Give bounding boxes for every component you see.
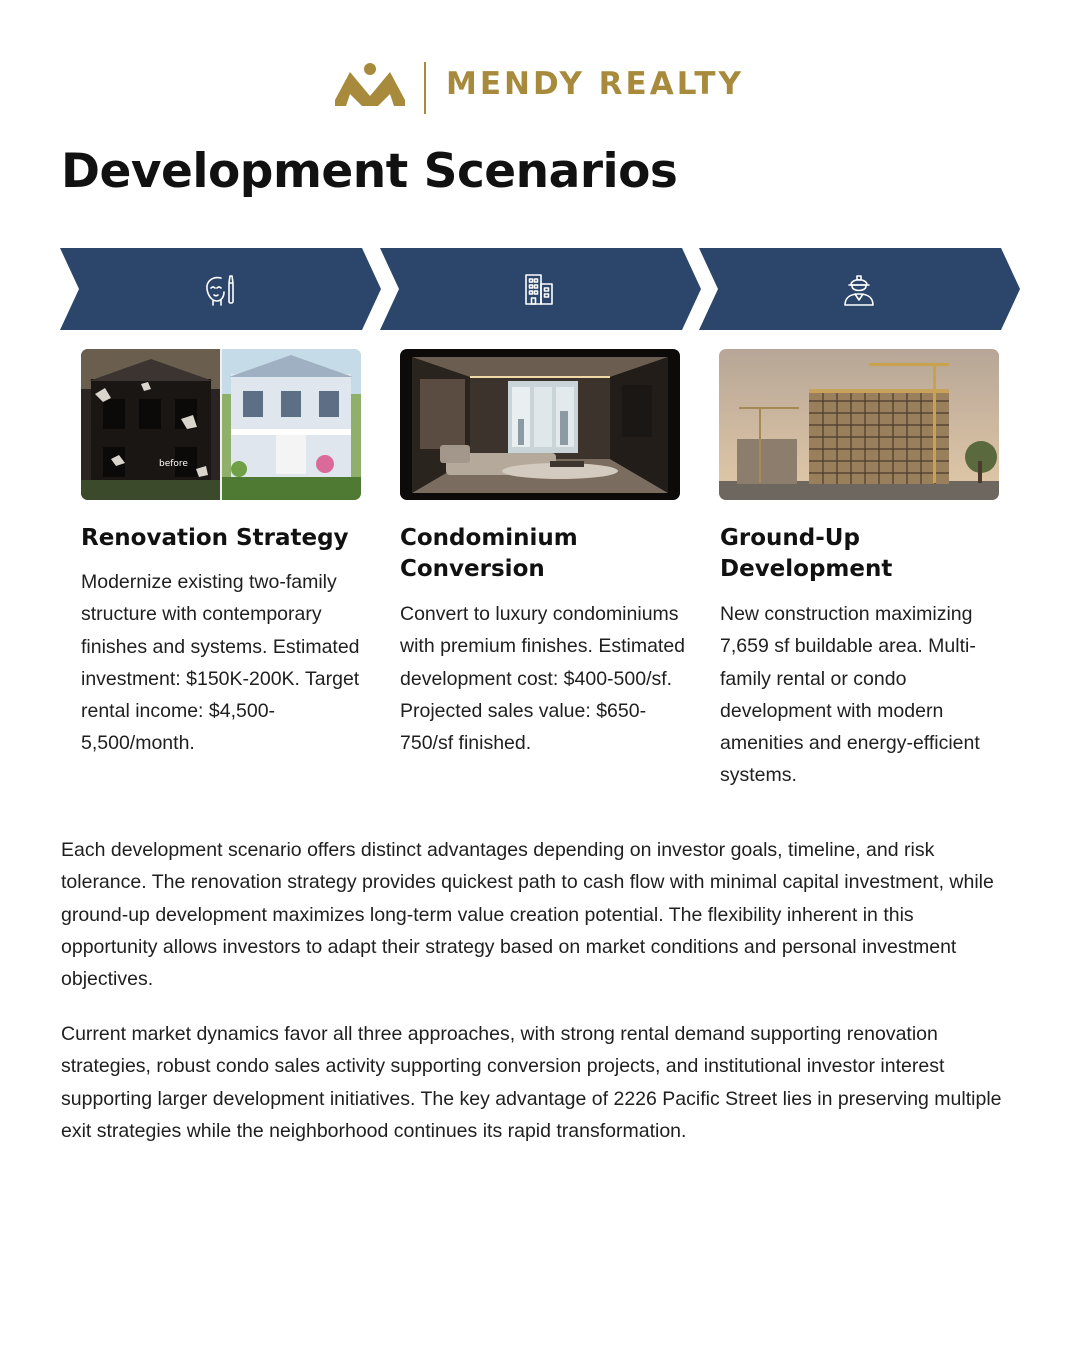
page-title: Development Scenarios [61, 144, 678, 199]
face-makeover-icon [201, 270, 239, 308]
luxury-condo-living-room-photo [400, 349, 680, 500]
scenario-title-renovation: Renovation Strategy [81, 525, 349, 551]
building-icon [520, 270, 558, 308]
brand-name: MENDY REALTY [446, 66, 744, 102]
scenario-title-ground-up: Ground-Up Development [720, 525, 893, 582]
scenario-description-renovation: Modernize existing two-family structure with contemporary finishes and systems. Estimated investment: $150K-200K. Target rental income: $4,500-5,500/month. [81, 571, 360, 755]
building-under-construction-photo [719, 349, 999, 500]
scenario-description-condo: Convert to luxury condominiums with premium finishes. Estimated development cost: $400-500/sf. Projected sales value: $650-750/sf finished. [400, 603, 686, 755]
before-after-renovated-house-photo [81, 349, 361, 500]
mendy-realty-logo-icon [333, 60, 407, 108]
construction-worker-icon [840, 270, 878, 308]
brand-header [0, 56, 1080, 116]
scenario-title-condo: Condominium Conversion [400, 525, 578, 582]
body-paragraph-2: Current market dynamics favor all three approaches, with strong rental demand supporting renovation strategies, robust condo sales activity supporting conversion projects, and institutional investor interest supporting larger development initiatives. The key advantage of 2226 Pacific Street lies in preserving multiple exit strategies while the neighborhood continues its rapid transformation. [61, 1023, 1002, 1142]
body-paragraph-1: Each development scenario offers distinct advantages depending on investor goals, timeline, and risk tolerance. The renovation strategy provides quickest path to cash flow with minimal capital investment, while ground-up development maximizes long-term value creation potential. The flexibility inherent in this opportunity allows investors to adapt their strategy based on market conditions and personal investment objectives. [61, 839, 994, 991]
logo-divider [424, 62, 426, 114]
scenario-description-ground-up: New construction maximizing 7,659 sf buildable area. Multi-family rental or condo development with modern amenities and energy-efficient systems. [720, 603, 980, 787]
scenario-chevron-bar [60, 248, 1020, 330]
before-caption: before [159, 459, 188, 469]
